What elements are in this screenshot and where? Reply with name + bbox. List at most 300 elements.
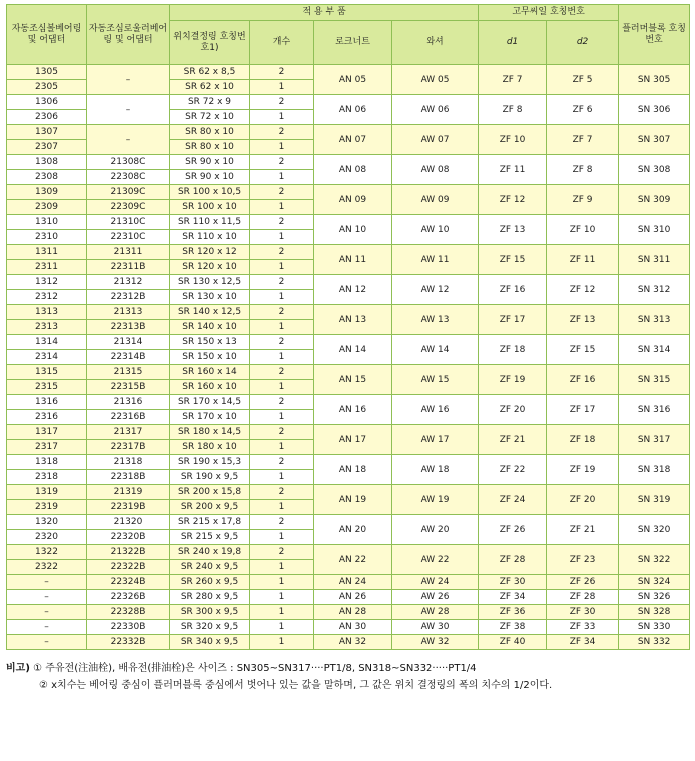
table-row <box>7 575 690 590</box>
cell-count: 2 <box>250 155 314 170</box>
cell-roller: 22326B <box>87 590 170 605</box>
cell-bearing: 1310 <box>7 215 87 230</box>
cell-count: 2 <box>250 215 314 230</box>
cell-washer: AW 13 <box>392 305 479 335</box>
cell-roller: 22315B <box>87 380 170 395</box>
cell-nut: AN 22 <box>314 545 392 575</box>
notes-line-2: ② x치수는 베어링 중심이 플러머블록 중심에서 벗어나 있는 값을 말하며, 그 값은 위치 결정링의 폭의 치수의 1/2이다. <box>39 680 553 691</box>
cell-bearing: 2309 <box>7 200 87 215</box>
cell-bearing: 2306 <box>7 110 87 125</box>
cell-bearing: 1315 <box>7 365 87 380</box>
cell-ring: SR 200 x 15,8 <box>170 485 250 500</box>
table-row <box>7 95 690 110</box>
cell-bearing: 2308 <box>7 170 87 185</box>
cell-plummer: SN 306 <box>619 95 690 125</box>
cell-ring: SR 240 x 9,5 <box>170 560 250 575</box>
cell-count: 1 <box>250 110 314 125</box>
cell-nut: AN 12 <box>314 275 392 305</box>
cell-seal-d2: ZF 17 <box>547 395 619 425</box>
cell-ring: SR 130 x 10 <box>170 290 250 305</box>
cell-count: 2 <box>250 185 314 200</box>
cell-roller: 22312B <box>87 290 170 305</box>
cell-bearing: 1311 <box>7 245 87 260</box>
cell-count: 2 <box>250 65 314 80</box>
cell-plummer: SN 310 <box>619 215 690 245</box>
cell-ring: SR 100 x 10 <box>170 200 250 215</box>
table-row <box>7 635 690 650</box>
cell-seal-d2: ZF 23 <box>547 545 619 575</box>
notes-label: 비고) <box>6 663 30 674</box>
cell-plummer: SN 305 <box>619 65 690 95</box>
cell-seal-d1: ZF 24 <box>479 485 547 515</box>
cell-bearing: 1312 <box>7 275 87 290</box>
cell-bearing: 1319 <box>7 485 87 500</box>
cell-ring: SR 100 x 10,5 <box>170 185 250 200</box>
cell-ring: SR 215 x 9,5 <box>170 530 250 545</box>
cell-nut: AN 24 <box>314 575 392 590</box>
cell-ring: SR 90 x 10 <box>170 170 250 185</box>
cell-nut: AN 17 <box>314 425 392 455</box>
cell-seal-d1: ZF 15 <box>479 245 547 275</box>
cell-roller: 21309C <box>87 185 170 200</box>
cell-seal-d2: ZF 19 <box>547 455 619 485</box>
cell-count: 1 <box>250 80 314 95</box>
cell-count: 2 <box>250 365 314 380</box>
cell-washer: AW 30 <box>392 620 479 635</box>
header-roller: 자동조심로울러베어링 및 어댑터 <box>87 5 170 65</box>
cell-plummer: SN 314 <box>619 335 690 365</box>
cell-washer: AW 05 <box>392 65 479 95</box>
cell-bearing: – <box>7 590 87 605</box>
cell-roller: 22308C <box>87 170 170 185</box>
cell-plummer: SN 328 <box>619 605 690 620</box>
cell-bearing: 1318 <box>7 455 87 470</box>
cell-seal-d1: ZF 11 <box>479 155 547 185</box>
cell-count: 2 <box>250 395 314 410</box>
cell-ring: SR 62 x 10 <box>170 80 250 95</box>
cell-seal-d2: ZF 9 <box>547 185 619 215</box>
cell-washer: AW 07 <box>392 125 479 155</box>
cell-bearing: 2310 <box>7 230 87 245</box>
header-seal-group: 고무씨일 호칭번호 <box>479 5 619 21</box>
cell-plummer: SN 320 <box>619 515 690 545</box>
cell-seal-d2: ZF 5 <box>547 65 619 95</box>
cell-nut: AN 13 <box>314 305 392 335</box>
cell-bearing: 1322 <box>7 545 87 560</box>
cell-bearing: 2322 <box>7 560 87 575</box>
cell-ring: SR 260 x 9,5 <box>170 575 250 590</box>
cell-seal-d2: ZF 34 <box>547 635 619 650</box>
cell-roller: 22322B <box>87 560 170 575</box>
cell-ring: SR 140 x 12,5 <box>170 305 250 320</box>
cell-count: 1 <box>250 140 314 155</box>
cell-plummer: SN 311 <box>619 245 690 275</box>
cell-ring: SR 150 x 10 <box>170 350 250 365</box>
table-row <box>7 425 690 440</box>
cell-ring: SR 170 x 14,5 <box>170 395 250 410</box>
cell-seal-d1: ZF 19 <box>479 365 547 395</box>
cell-ring: SR 180 x 14,5 <box>170 425 250 440</box>
cell-seal-d2: ZF 10 <box>547 215 619 245</box>
cell-washer: AW 12 <box>392 275 479 305</box>
cell-nut: AN 09 <box>314 185 392 215</box>
header-d1: d1 <box>479 21 547 65</box>
cell-roller: 21311 <box>87 245 170 260</box>
cell-washer: AW 24 <box>392 575 479 590</box>
cell-seal-d2: ZF 16 <box>547 365 619 395</box>
cell-ring: SR 280 x 9,5 <box>170 590 250 605</box>
cell-seal-d2: ZF 11 <box>547 245 619 275</box>
cell-plummer: SN 312 <box>619 275 690 305</box>
cell-ring: SR 140 x 10 <box>170 320 250 335</box>
cell-bearing: 2311 <box>7 260 87 275</box>
cell-seal-d1: ZF 10 <box>479 125 547 155</box>
cell-roller: 21314 <box>87 335 170 350</box>
cell-roller: 21313 <box>87 305 170 320</box>
table-row <box>7 605 690 620</box>
cell-plummer: SN 326 <box>619 590 690 605</box>
cell-count: 1 <box>250 470 314 485</box>
cell-plummer: SN 332 <box>619 635 690 650</box>
cell-ring: SR 180 x 10 <box>170 440 250 455</box>
cell-nut: AN 30 <box>314 620 392 635</box>
cell-roller: 22310C <box>87 230 170 245</box>
cell-seal-d1: ZF 7 <box>479 65 547 95</box>
table-row <box>7 65 690 80</box>
cell-washer: AW 06 <box>392 95 479 125</box>
cell-ring: SR 215 x 17,8 <box>170 515 250 530</box>
cell-plummer: SN 317 <box>619 425 690 455</box>
cell-seal-d2: ZF 33 <box>547 620 619 635</box>
cell-nut: AN 05 <box>314 65 392 95</box>
cell-ring: SR 190 x 15,3 <box>170 455 250 470</box>
cell-seal-d1: ZF 20 <box>479 395 547 425</box>
header-bearing: 자동조심볼베어링 및 어댑터 <box>7 5 87 65</box>
cell-count: 1 <box>250 560 314 575</box>
cell-plummer: SN 319 <box>619 485 690 515</box>
cell-count: 1 <box>250 500 314 515</box>
spec-table <box>6 4 690 650</box>
cell-roller: 22313B <box>87 320 170 335</box>
cell-plummer: SN 313 <box>619 305 690 335</box>
table-row <box>7 245 690 260</box>
cell-bearing: 1308 <box>7 155 87 170</box>
cell-seal-d1: ZF 21 <box>479 425 547 455</box>
cell-count: 1 <box>250 200 314 215</box>
spec-table-body <box>7 65 690 650</box>
cell-washer: AW 26 <box>392 590 479 605</box>
cell-bearing: 1317 <box>7 425 87 440</box>
cell-roller: 22318B <box>87 470 170 485</box>
cell-roller: 21322B <box>87 545 170 560</box>
cell-plummer: SN 322 <box>619 545 690 575</box>
cell-seal-d1: ZF 12 <box>479 185 547 215</box>
cell-count: 2 <box>250 335 314 350</box>
cell-bearing: 2305 <box>7 80 87 95</box>
cell-ring: SR 72 x 9 <box>170 95 250 110</box>
table-row <box>7 215 690 230</box>
cell-nut: AN 18 <box>314 455 392 485</box>
notes <box>6 660 689 694</box>
cell-ring: SR 90 x 10 <box>170 155 250 170</box>
cell-ring: SR 80 x 10 <box>170 125 250 140</box>
cell-nut: AN 11 <box>314 245 392 275</box>
cell-roller: 21317 <box>87 425 170 440</box>
table-row <box>7 545 690 560</box>
cell-roller: 21319 <box>87 485 170 500</box>
table-row <box>7 185 690 200</box>
cell-bearing: 1309 <box>7 185 87 200</box>
cell-seal-d1: ZF 13 <box>479 215 547 245</box>
cell-roller: 22316B <box>87 410 170 425</box>
cell-plummer: SN 307 <box>619 125 690 155</box>
cell-nut: AN 15 <box>314 365 392 395</box>
cell-bearing: 2317 <box>7 440 87 455</box>
cell-nut: AN 19 <box>314 485 392 515</box>
cell-count: 2 <box>250 545 314 560</box>
header-d2: d2 <box>547 21 619 65</box>
header-count: 개수 <box>250 21 314 65</box>
cell-ring: SR 340 x 9,5 <box>170 635 250 650</box>
cell-washer: AW 16 <box>392 395 479 425</box>
cell-bearing: 1313 <box>7 305 87 320</box>
cell-washer: AW 14 <box>392 335 479 365</box>
cell-roller: 22332B <box>87 635 170 650</box>
cell-roller: 22330B <box>87 620 170 635</box>
cell-bearing: 1314 <box>7 335 87 350</box>
cell-count: 2 <box>250 245 314 260</box>
cell-count: 2 <box>250 125 314 140</box>
cell-count: 1 <box>250 350 314 365</box>
cell-seal-d2: ZF 18 <box>547 425 619 455</box>
notes-line-1 <box>6 660 689 677</box>
cell-bearing: 1306 <box>7 95 87 110</box>
cell-ring: SR 80 x 10 <box>170 140 250 155</box>
cell-washer: AW 19 <box>392 485 479 515</box>
table-row <box>7 275 690 290</box>
cell-seal-d2: ZF 30 <box>547 605 619 620</box>
cell-ring: SR 200 x 9,5 <box>170 500 250 515</box>
cell-ring: SR 190 x 9,5 <box>170 470 250 485</box>
cell-seal-d1: ZF 17 <box>479 305 547 335</box>
cell-bearing: 2314 <box>7 350 87 365</box>
cell-seal-d2: ZF 26 <box>547 575 619 590</box>
cell-count: 1 <box>250 410 314 425</box>
cell-washer: AW 15 <box>392 365 479 395</box>
cell-washer: AW 20 <box>392 515 479 545</box>
cell-nut: AN 10 <box>314 215 392 245</box>
cell-count: 1 <box>250 575 314 590</box>
table-row <box>7 395 690 410</box>
cell-seal-d1: ZF 40 <box>479 635 547 650</box>
cell-ring: SR 110 x 11,5 <box>170 215 250 230</box>
cell-count: 2 <box>250 95 314 110</box>
cell-washer: AW 17 <box>392 425 479 455</box>
cell-ring: SR 72 x 10 <box>170 110 250 125</box>
cell-bearing: – <box>7 620 87 635</box>
cell-seal-d1: ZF 26 <box>479 515 547 545</box>
cell-plummer: SN 309 <box>619 185 690 215</box>
cell-seal-d2: ZF 28 <box>547 590 619 605</box>
table-row <box>7 335 690 350</box>
cell-nut: AN 16 <box>314 395 392 425</box>
cell-roller: 22309C <box>87 200 170 215</box>
table-row <box>7 155 690 170</box>
cell-nut: AN 32 <box>314 635 392 650</box>
cell-roller: 22328B <box>87 605 170 620</box>
cell-bearing: 1307 <box>7 125 87 140</box>
cell-plummer: SN 308 <box>619 155 690 185</box>
cell-ring: SR 130 x 12,5 <box>170 275 250 290</box>
cell-bearing: 2312 <box>7 290 87 305</box>
cell-plummer: SN 330 <box>619 620 690 635</box>
cell-plummer: SN 318 <box>619 455 690 485</box>
table-row <box>7 365 690 380</box>
header-parts-group: 적 용 부 품 <box>170 5 479 21</box>
cell-nut: AN 06 <box>314 95 392 125</box>
cell-seal-d2: ZF 15 <box>547 335 619 365</box>
cell-roller: 21316 <box>87 395 170 410</box>
table-row <box>7 590 690 605</box>
cell-seal-d2: ZF 8 <box>547 155 619 185</box>
header-plummer: 플러머블록 호칭 번호 <box>619 5 690 65</box>
cell-roller: 22324B <box>87 575 170 590</box>
cell-bearing: 2313 <box>7 320 87 335</box>
table-row <box>7 455 690 470</box>
cell-roller: – <box>87 95 170 125</box>
table-row <box>7 485 690 500</box>
cell-washer: AW 18 <box>392 455 479 485</box>
cell-count: 2 <box>250 455 314 470</box>
cell-roller: 21312 <box>87 275 170 290</box>
cell-count: 1 <box>250 440 314 455</box>
cell-seal-d1: ZF 8 <box>479 95 547 125</box>
cell-washer: AW 28 <box>392 605 479 620</box>
cell-ring: SR 110 x 10 <box>170 230 250 245</box>
cell-bearing: 2307 <box>7 140 87 155</box>
header-washer: 와셔 <box>392 21 479 65</box>
cell-ring: SR 150 x 13 <box>170 335 250 350</box>
cell-bearing: 1305 <box>7 65 87 80</box>
table-row <box>7 125 690 140</box>
cell-roller: 21315 <box>87 365 170 380</box>
cell-roller: 21320 <box>87 515 170 530</box>
cell-seal-d2: ZF 13 <box>547 305 619 335</box>
header-nut: 로크너트 <box>314 21 392 65</box>
cell-bearing: 1316 <box>7 395 87 410</box>
cell-bearing: 1320 <box>7 515 87 530</box>
cell-count: 1 <box>250 260 314 275</box>
cell-count: 2 <box>250 305 314 320</box>
cell-plummer: SN 316 <box>619 395 690 425</box>
cell-seal-d1: ZF 22 <box>479 455 547 485</box>
cell-roller: – <box>87 125 170 155</box>
table-row <box>7 305 690 320</box>
cell-seal-d2: ZF 7 <box>547 125 619 155</box>
cell-bearing: 2316 <box>7 410 87 425</box>
cell-nut: AN 28 <box>314 605 392 620</box>
cell-washer: AW 32 <box>392 635 479 650</box>
cell-count: 1 <box>250 320 314 335</box>
cell-washer: AW 08 <box>392 155 479 185</box>
cell-seal-d1: ZF 34 <box>479 590 547 605</box>
cell-seal-d1: ZF 28 <box>479 545 547 575</box>
cell-ring: SR 240 x 19,8 <box>170 545 250 560</box>
cell-bearing: 2315 <box>7 380 87 395</box>
cell-count: 1 <box>250 170 314 185</box>
cell-roller: 22319B <box>87 500 170 515</box>
spec-table-container <box>6 4 689 694</box>
cell-ring: SR 120 x 12 <box>170 245 250 260</box>
cell-ring: SR 160 x 14 <box>170 365 250 380</box>
cell-seal-d1: ZF 16 <box>479 275 547 305</box>
cell-washer: AW 11 <box>392 245 479 275</box>
cell-seal-d2: ZF 20 <box>547 485 619 515</box>
cell-washer: AW 09 <box>392 185 479 215</box>
table-row <box>7 515 690 530</box>
cell-nut: AN 20 <box>314 515 392 545</box>
cell-seal-d1: ZF 18 <box>479 335 547 365</box>
cell-count: 1 <box>250 290 314 305</box>
cell-plummer: SN 324 <box>619 575 690 590</box>
cell-plummer: SN 315 <box>619 365 690 395</box>
cell-count: 2 <box>250 485 314 500</box>
cell-count: 2 <box>250 425 314 440</box>
cell-ring: SR 170 x 10 <box>170 410 250 425</box>
header-ring: 위치결정링 호칭번호1) <box>170 21 250 65</box>
cell-seal-d2: ZF 21 <box>547 515 619 545</box>
cell-ring: SR 160 x 10 <box>170 380 250 395</box>
cell-nut: AN 07 <box>314 125 392 155</box>
cell-count: 2 <box>250 275 314 290</box>
cell-bearing: – <box>7 635 87 650</box>
cell-seal-d1: ZF 36 <box>479 605 547 620</box>
cell-bearing: – <box>7 575 87 590</box>
cell-seal-d1: ZF 38 <box>479 620 547 635</box>
cell-roller: 21310C <box>87 215 170 230</box>
cell-bearing: 2320 <box>7 530 87 545</box>
cell-nut: AN 14 <box>314 335 392 365</box>
cell-seal-d2: ZF 6 <box>547 95 619 125</box>
cell-nut: AN 08 <box>314 155 392 185</box>
cell-washer: AW 22 <box>392 545 479 575</box>
cell-roller: 22317B <box>87 440 170 455</box>
cell-seal-d1: ZF 30 <box>479 575 547 590</box>
cell-bearing: 2319 <box>7 500 87 515</box>
cell-seal-d2: ZF 12 <box>547 275 619 305</box>
cell-ring: SR 300 x 9,5 <box>170 605 250 620</box>
cell-count: 1 <box>250 530 314 545</box>
cell-ring: SR 120 x 10 <box>170 260 250 275</box>
cell-roller: 21308C <box>87 155 170 170</box>
cell-count: 1 <box>250 590 314 605</box>
cell-roller: – <box>87 65 170 95</box>
cell-roller: 22311B <box>87 260 170 275</box>
table-row <box>7 620 690 635</box>
notes-text-1: ① 주유전(注油栓), 배유전(排油栓)은 사이즈 : SN305~SN317····PT1/8, SN318~SN332·····PT1/4 <box>33 663 477 674</box>
cell-nut: AN 26 <box>314 590 392 605</box>
cell-bearing: 2318 <box>7 470 87 485</box>
cell-ring: SR 62 x 8,5 <box>170 65 250 80</box>
cell-ring: SR 320 x 9,5 <box>170 620 250 635</box>
cell-roller: 22320B <box>87 530 170 545</box>
cell-count: 1 <box>250 635 314 650</box>
cell-count: 1 <box>250 380 314 395</box>
cell-roller: 21318 <box>87 455 170 470</box>
cell-count: 1 <box>250 620 314 635</box>
cell-bearing: – <box>7 605 87 620</box>
cell-count: 1 <box>250 230 314 245</box>
